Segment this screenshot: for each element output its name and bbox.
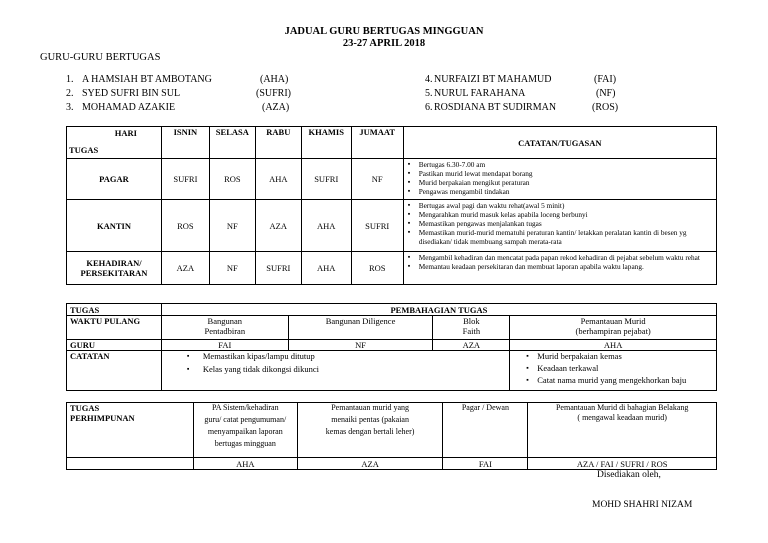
teacher-number: 3. <box>66 102 74 113</box>
task-label: TUGAS <box>70 403 100 413</box>
teacher-code: (FAI) <box>594 74 617 85</box>
task-notes <box>403 159 716 200</box>
teacher-number: 2. <box>66 88 74 99</box>
teacher-number: 6. <box>425 102 433 113</box>
desc-line: bertugas mingguan <box>214 439 276 448</box>
duty-cell: NF <box>209 252 255 285</box>
note-item: ▪ Bertugas 6.30-7.00 am <box>419 160 713 169</box>
duty-cell: ROS <box>161 200 209 252</box>
location-line: Pentadbiran <box>204 326 246 336</box>
location-line: Faith <box>462 326 481 336</box>
duty-cell: SUFRI <box>351 200 403 252</box>
task-notes <box>403 252 716 285</box>
table-row <box>67 200 717 252</box>
location-line: Bangunan <box>207 316 242 326</box>
assigned-teacher: AZA <box>297 458 443 470</box>
duty-cell: AZA <box>161 252 209 285</box>
task-name-line: KEHADIRAN/ <box>86 258 142 268</box>
note-item: ▪ Mengambil kehadiran dan mencatat pada papan rekod kehadiran di pejabat sebelum waktu rehat <box>419 253 713 262</box>
note-item: ▪ Pengawas mengambil tindakan <box>419 187 713 196</box>
duty-cell: AZA <box>255 200 301 252</box>
desc-line: guru/ catat pengumuman/ <box>204 415 287 424</box>
table-header-row <box>67 127 717 159</box>
task-notes <box>403 200 716 252</box>
note-item: ▪ Bertugas awal pagi dan waktu rehat(awal 5 minit) <box>419 201 713 210</box>
teacher-name: MOHAMAD AZAKIE <box>82 102 176 113</box>
assembly-duty-desc <box>528 403 717 458</box>
duty-cell: ROS <box>351 252 403 285</box>
desc-line: ( mengawal keadaan murid) <box>577 413 667 422</box>
desc-line: menaiki pentas (pakaian <box>331 415 409 424</box>
location-line: Pemantauan Murid <box>580 316 646 326</box>
day-header-monday: ISNIN <box>161 127 209 159</box>
desc-line: Pemantauan Murid di bahagian Belakang <box>555 403 689 412</box>
location-line: Bangunan Diligence <box>325 316 396 326</box>
document-title: JADUAL GURU BERTUGAS MINGGUAN <box>284 26 484 37</box>
note-item: ▪ Keadaan terkawal <box>537 363 713 373</box>
note-item: ▪ Catat nama murid yang mengekhorkan baju <box>537 375 713 385</box>
teacher-code: (ROS) <box>592 102 619 113</box>
teacher-name: ROSDIANA BT SUDIRMAN <box>434 102 557 113</box>
task-name: KANTIN <box>67 200 162 252</box>
table-row <box>67 159 717 200</box>
document-date: 23-27 APRIL 2018 <box>342 38 426 49</box>
task-name-line: PERSEKITARAN <box>80 268 148 278</box>
assembly-duty-desc <box>443 403 528 458</box>
table-header-row <box>67 304 717 316</box>
teacher-number: 4. <box>425 74 433 85</box>
location-cell <box>510 316 717 340</box>
task-header-label: TUGAS <box>69 145 99 155</box>
task-name <box>67 252 162 285</box>
duty-cell: ROS <box>209 159 255 200</box>
assembly-label: PERHIMPUNAN <box>70 413 135 423</box>
teacher-name: A HAMSIAH BT AMBOTANG <box>82 74 212 85</box>
note-item: ▪ Kelas yang tidak dikongsi dikunci <box>203 364 506 374</box>
assigned-teacher: FAI <box>443 458 528 470</box>
day-header-label: HARI <box>114 128 137 138</box>
day-header-tuesday: SELASA <box>209 127 255 159</box>
assembly-duty-desc <box>193 403 297 458</box>
prepared-by-label: Disediakan oleh, <box>597 470 661 480</box>
location-cell <box>161 316 288 340</box>
note-item: ▪ Murid berpakaian mengikut peraturan <box>419 178 713 187</box>
duty-teachers-heading: GURU-GURU BERTUGAS <box>40 52 161 63</box>
location-cell <box>288 316 433 340</box>
teacher-code: (NF) <box>596 88 616 99</box>
duty-cell: AHA <box>301 252 351 285</box>
table-row <box>67 458 717 470</box>
dismissal-time-label: WAKTU PULANG <box>67 316 162 340</box>
duty-cell: SUFRI <box>301 159 351 200</box>
assigned-teacher: AZA <box>433 340 510 351</box>
note-item: ▪ Memastikan kipas/lampu ditutup <box>203 351 506 361</box>
table-row <box>67 340 717 351</box>
dismissal-notes-left <box>161 351 509 391</box>
note-item: ▪ Memastikan murid-murid mematuhi peraturan kantin/ letakkan peralatan kantin di besen yg disediakan/ tidak membuang sampah merata-rata <box>419 228 713 246</box>
table-row <box>67 316 717 340</box>
teacher-number: 5. <box>425 88 433 99</box>
duty-cell: SUFRI <box>255 252 301 285</box>
empty-cell <box>67 458 194 470</box>
teacher-name: SYED SUFRI BIN SUL <box>82 88 181 99</box>
duty-cell: SUFRI <box>161 159 209 200</box>
assigned-teacher: FAI <box>161 340 288 351</box>
assembly-label-cell <box>67 403 194 458</box>
note-item: ▪ Memantau keadaan persekitaran dan membuat laporan apabila waktu lapang. <box>419 262 713 271</box>
note-item: ▪ Memastikan pengawas menjalankan tugas <box>419 219 713 228</box>
teacher-name: NURUL FARAHANA <box>434 88 526 99</box>
note-item: ▪ Murid berpakaian kemas <box>537 351 713 361</box>
location-line: Blok <box>463 316 480 326</box>
desc-line: PA Sistem/kehadiran <box>212 403 279 412</box>
desc-line: Pagar / Dewan <box>461 403 509 412</box>
table-row <box>67 252 717 285</box>
teacher-code: (AZA) <box>262 102 290 113</box>
desc-line: kemas dengan bertali leher) <box>325 427 415 436</box>
dismissal-duty-table <box>66 303 717 391</box>
task-division-header: PEMBAHAGIAN TUGAS <box>161 304 716 316</box>
duty-cell: AHA <box>301 200 351 252</box>
teacher-number: 1. <box>66 74 74 85</box>
note-item: ▪ Mengarahkan murid masuk kelas apabila loceng berbunyi <box>419 210 713 219</box>
assembly-duty-table <box>66 402 717 470</box>
dismissal-notes-right <box>510 351 717 391</box>
teacher-code: (SUFRI) <box>256 88 292 99</box>
desc-line: Pemantauan murid yang <box>331 403 409 412</box>
duty-cell: NF <box>351 159 403 200</box>
preparer-name: MOHD SHAHRI NIZAM <box>592 500 693 510</box>
assembly-duty-desc <box>297 403 443 458</box>
location-line: (berhampiran pejabat) <box>575 326 651 336</box>
notes-header: CATATAN/TUGASAN <box>403 127 716 159</box>
day-header-friday: JUMAAT <box>351 127 403 159</box>
day-task-corner-cell <box>67 127 162 159</box>
day-header-wednesday: RABU <box>255 127 301 159</box>
duty-cell: AHA <box>255 159 301 200</box>
assigned-teacher: AZA / FAI / SUFRI / ROS <box>528 458 717 470</box>
desc-line: menyampaikan laporan <box>207 427 283 436</box>
assigned-teacher: NF <box>288 340 433 351</box>
duty-cell: NF <box>209 200 255 252</box>
task-label: TUGAS <box>67 304 162 316</box>
assigned-teacher: AHA <box>193 458 297 470</box>
assigned-teacher: AHA <box>510 340 717 351</box>
note-item: ▪ Pastikan murid lewat mendapat borang <box>419 169 713 178</box>
notes-label: CATATAN <box>67 351 162 391</box>
teacher-label: GURU <box>67 340 162 351</box>
teacher-name: NURFAIZI BT MAHAMUD <box>434 74 552 85</box>
table-row <box>67 403 717 458</box>
location-cell <box>433 316 510 340</box>
day-header-thursday: KHAMIS <box>301 127 351 159</box>
teacher-code: (AHA) <box>260 74 289 85</box>
duty-schedule-table <box>66 126 717 285</box>
task-name: PAGAR <box>67 159 162 200</box>
table-row <box>67 351 717 391</box>
